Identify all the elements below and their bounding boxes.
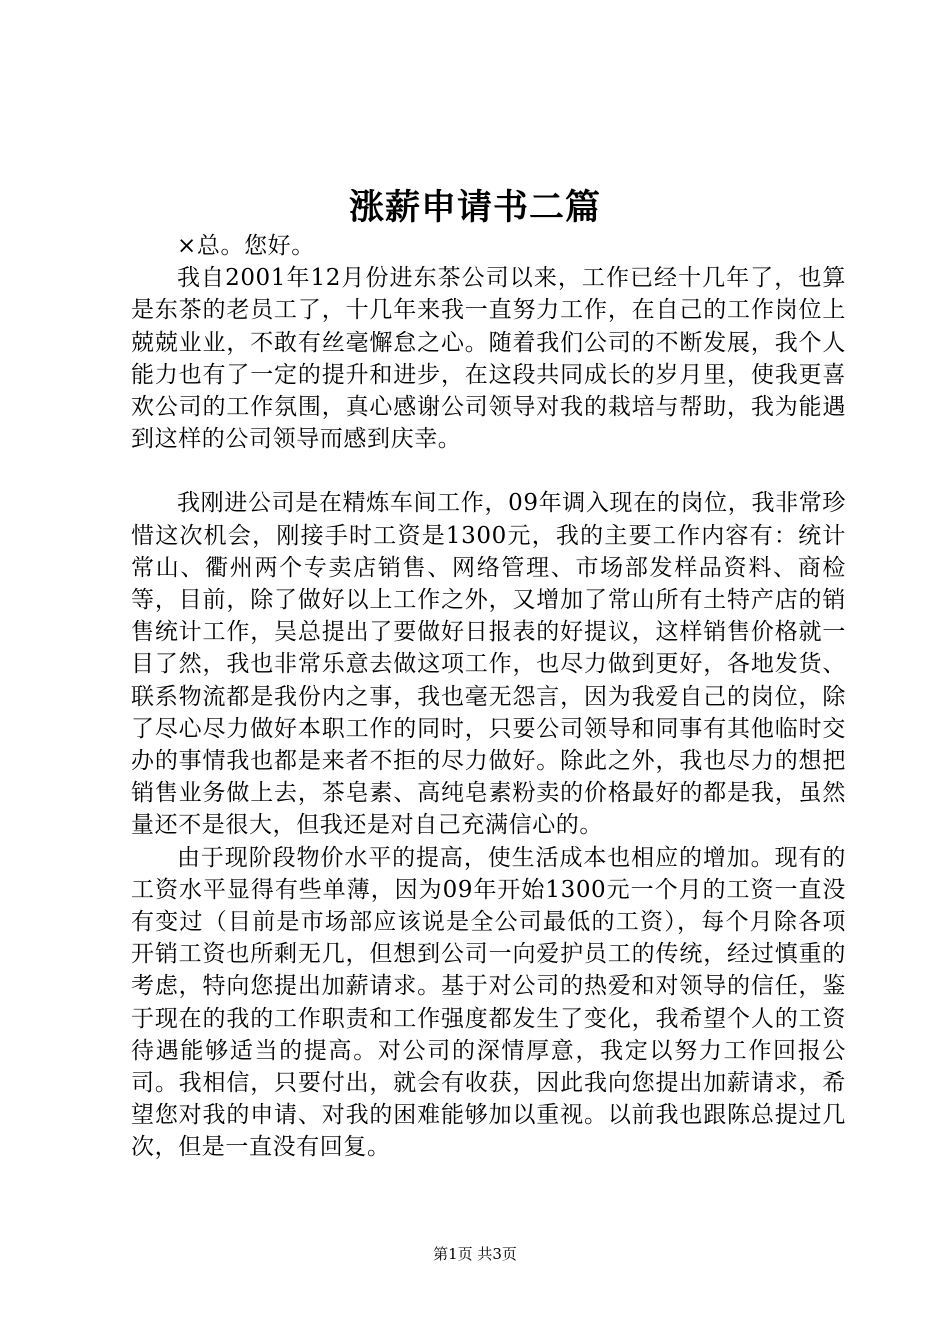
paragraph-spacer <box>131 455 846 487</box>
salutation: ×总。您好。 <box>177 233 315 259</box>
page-footer: 第1页 共3页 <box>433 1245 517 1263</box>
paragraph-2: 我刚进公司是在精炼车间工作，09年调入现在的岗位，我非常珍惜这次机会，刚接手时工资是1300元，我的主要工作内容有：统计常山、衢州两个专卖店销售、网络管理、市场部发样品资料、商检等，目前，除了做好以上工作之外，又增加了常山所有土特产店的销售统计工作，吴总提出了要做好日报表的好提议，这样销售价格就一目了然，我也非常乐意去做这项工作，也尽力做到更好，各地发货、联系物流都是我份内之事，我也毫无怨言，因为我爱自己的岗位，除了尽心尽力做好本职工作的同时，只要公司领导和同事有其他临时交办的事情我也都是来者不拒的尽力做好。除此之外，我也尽力的想把销售业务做上去，茶皂素、高纯皂素粉卖的价格最好的都是我，虽然量还不是很大，但我还是对自己充满信心的。 <box>131 490 846 839</box>
paragraph-1: 我自2001年12月份进东茶公司以来，工作已经十几年了，也算是东茶的老员工了，十几年来我一直努力工作，在自己的工作岗位上兢兢业业，不敢有丝毫懈怠之心。随着我们公司的不断发展，我个人能力也有了一定的提升和进步，在这段共同成长的岁月里，使我更喜欢公司的工作氛围，真心感谢公司领导对我的栽培与帮助，我为能遇到这样的公司领导而感到庆幸。 <box>131 265 846 453</box>
paragraph-3: 由于现阶段物价水平的提高，使生活成本也相应的增加。现有的工资水平显得有些单薄，因为09年开始1300元一个月的工资一直没有变过（目前是市场部应该说是全公司最低的工资），每个月除各项开销工资也所剩无几，但想到公司一向爱护员工的传统，经过慎重的考虑，特向您提出加薪请求。基于对公司的热爱和对领导的信任，鉴于现在的我的工作职责和工作强度都发生了变化，我希望个人的工资待遇能够适当的提高。对公司的深情厚意，我定以努力工作回报公司。我相信，只要付出，就会有收获，因此我向您提出加薪请求，希望您对我的申请、对我的困难能够加以重视。以前我也跟陈总提过几次，但是一直没有回复。 <box>131 844 846 1161</box>
document-body <box>131 230 846 1164</box>
document-title: 涨薪申请书二篇 <box>348 187 601 228</box>
